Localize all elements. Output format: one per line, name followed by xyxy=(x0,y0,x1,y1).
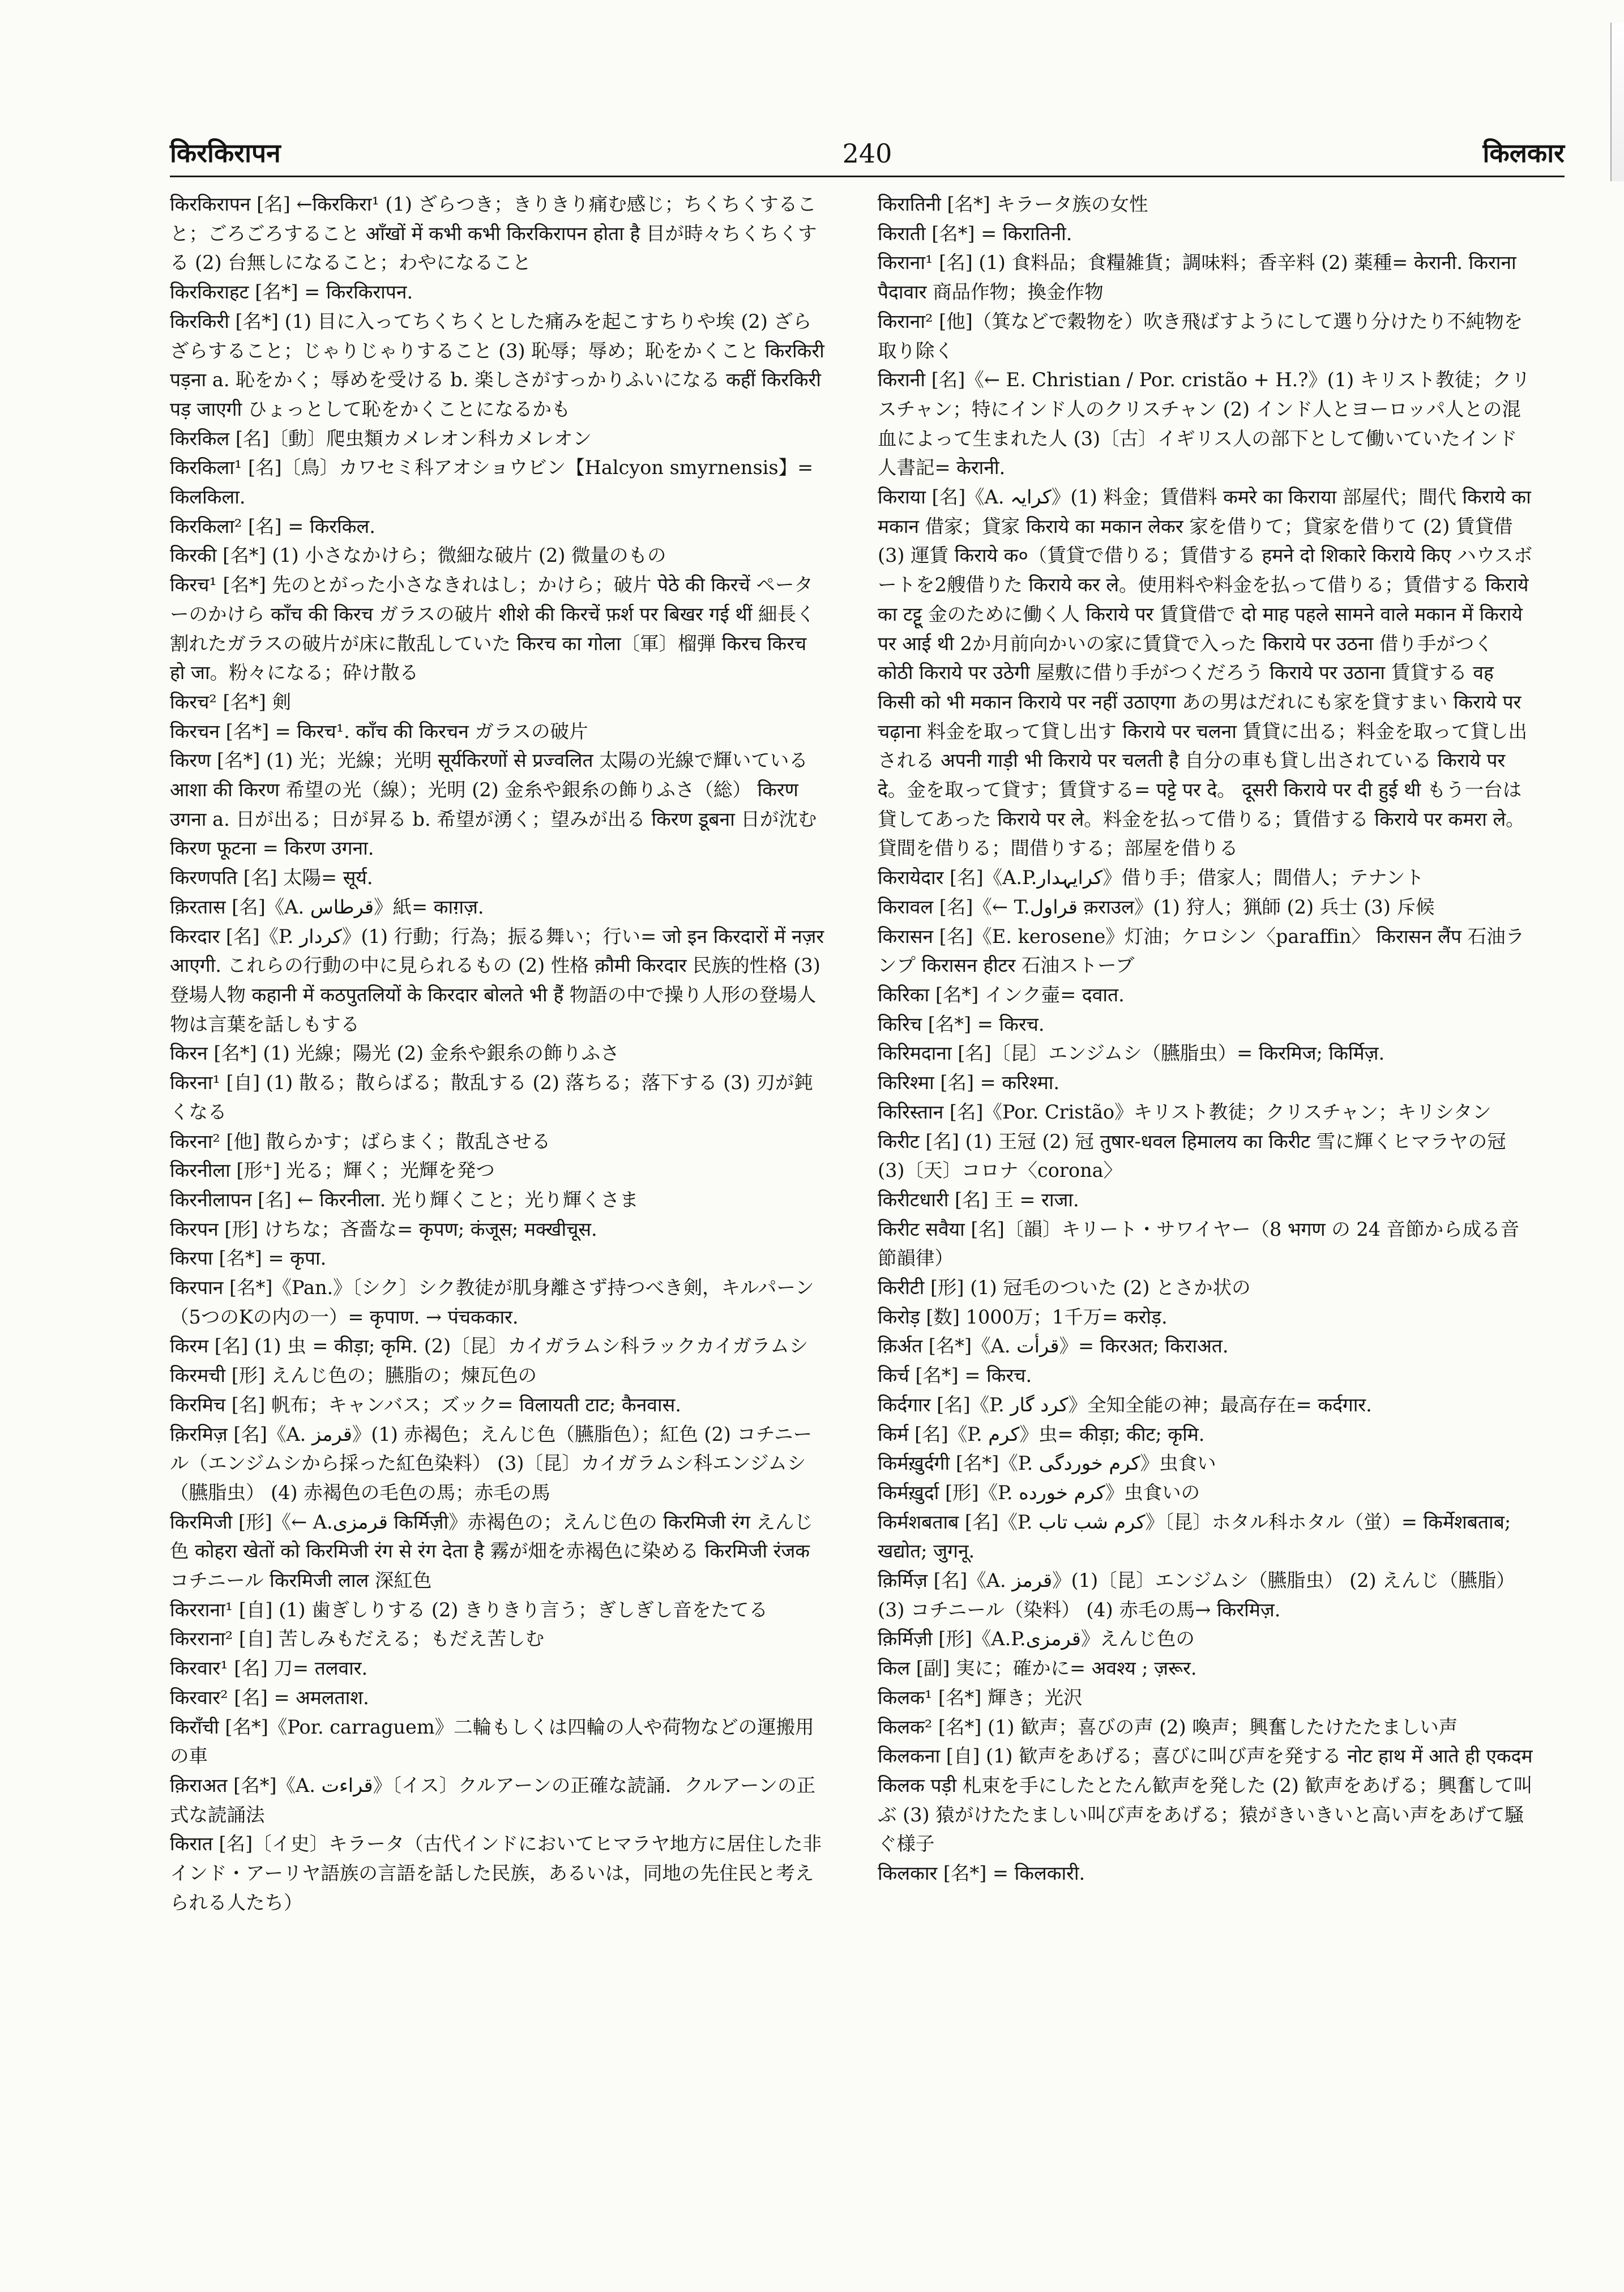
dictionary-entry: किरच² [名*] 剣 xyxy=(170,690,291,713)
dictionary-entry: किरकिल [名]〔動〕爬虫類カメレオン科カメレオン xyxy=(170,427,592,450)
dictionary-entry: किरण [名*] (1) 光；光線；光明 सूर्यकिरणों से प्रज्वलित 太陽の光線で輝いている आशा की किरण 希望の光（線）；光明 (2) 金糸や銀糸の飾りふさ（総） किरण उगना a. 日が出る；日が昇る b. 希望が湧く；望みが出る किरण डूबना 日が沈む किरण फूटना = किरण उगना. xyxy=(170,749,817,860)
dictionary-entry: किरपन [形] けちな；吝嗇な= कृपण; कंजूस; मक्खीचूस. xyxy=(170,1218,597,1240)
dictionary-entry: किरकिला¹ [名]〔鳥〕カワセミ科アオショウビン【Halcyon smyrnensis】= किलकिला. xyxy=(170,456,814,509)
dictionary-entry: किरकी [名*] (1) 小さなかけら；微細な破片 (2) 微量のもの xyxy=(170,544,666,567)
dictionary-entry: किरपा [名*] = कृपा. xyxy=(170,1247,327,1270)
dictionary-entry: क़िर्मिज़ [名]《A. قرمز》(1)〔昆〕エンジムシ（臙脂虫） (2) えんじ（臙脂） (3) コチニール（染料） (4) 赤毛の馬→ किरमिज़. xyxy=(878,1569,1515,1621)
dictionary-entry: किर्म [名]《P. کرم》虫= कीड़ा; कीट; कृमि. xyxy=(878,1423,1205,1445)
header-left-guide-word: किरकिरापन xyxy=(170,138,281,168)
dictionary-entry: किरम [名] (1) 虫 = कीड़ा; कृमि. (2)〔昆〕カイガラムシ科ラックカイガラムシ xyxy=(170,1335,809,1358)
dictionary-entry: किरवार² [名] = अमलताश. xyxy=(170,1686,369,1709)
dictionary-entry: क़िराअत [名*]《A. قراءت》〔イス〕クルアーンの正確な読誦．クルアーンの正式な読誦法 xyxy=(170,1774,816,1826)
left-column xyxy=(170,190,827,2251)
page-header xyxy=(170,108,1565,177)
dictionary-entry: किरकिला² [名] = किरकिल. xyxy=(170,515,375,537)
dictionary-entry: किरचन [名*] = किरच¹. काँच की किरचन ガラスの破片 xyxy=(170,720,588,742)
dictionary-entry: किरन [名*] (1) 光線；陽光 (2) 金糸や銀糸の飾りふさ xyxy=(170,1042,619,1065)
page-number: 240 xyxy=(842,138,892,169)
dictionary-entry: किर्मख़ुर्दा [形]《P. کرم خورده》虫食いの xyxy=(878,1481,1200,1504)
dictionary-entry: किरराना¹ [自] (1) 歯ぎしりする (2) きりきり言う；ぎしぎし音をたてる xyxy=(170,1598,768,1621)
dictionary-entry: किरनीलापन [名] ← किरनीला. 光り輝くこと；光り輝くさま xyxy=(170,1188,639,1211)
dictionary-entry: किलकार [名*] = किलकारी. xyxy=(878,1862,1085,1885)
dictionary-entry: किर्मशबताब [名]《P. کرم شب تاب》〔昆〕ホタル科ホタル（蛍）= किर्मेशबताब; खद्योत; जुगनू. xyxy=(878,1510,1511,1563)
dictionary-entry: किराँची [名*]《Por. carraguem》二輪もしくは四輪の人や荷物などの運搬用の車 xyxy=(170,1715,814,1768)
dictionary-entry: किरोड़ [数] 1000万；1千万= करोड़. xyxy=(878,1305,1168,1328)
dictionary-entry: किरिस्तान [名]《Por. Cristão》キリスト教徒；クリスチャン；キリシタン xyxy=(878,1100,1491,1123)
dictionary-entry: किरातिनी [名*] キラータ族の女性 xyxy=(878,193,1148,215)
dictionary-entry: किल [副] 実に；確かに= अवश्य ; ज़रूर. xyxy=(878,1657,1197,1680)
page-edge-mark xyxy=(1610,23,1624,181)
dictionary-entry: किरपान [名*]《Pan.》〔シク〕シク教徒が肌身離さず持つべき剣，キルパーン（5つのKの内の一）= कृपाण. → पंचककार. xyxy=(170,1277,814,1328)
dictionary-entry: किराना¹ [名] (1) 食料品；食糧雑貨；調味料；香辛料 (2) 薬種= केरानी. किराना पैदावार 商品作物；換金作物 xyxy=(878,251,1516,304)
dictionary-entry: किरमची [形] えんじ色の；臙脂の；煉瓦色の xyxy=(170,1364,537,1387)
dictionary-entry: किराना² [他]（箕などで穀物を）吹き飛ばすようにして選り分けたり不純物を取り除く xyxy=(878,310,1523,362)
dictionary-entry: किलक¹ [名*] 輝き；光沢 xyxy=(878,1686,1083,1709)
dictionary-entry: किरिश्मा [名] = करिश्मा. xyxy=(878,1072,1060,1094)
dictionary-entry: किरच¹ [名*] 先のとがった小さなきれはし；かけら；破片 पेठे की किरचें ペーターのかけら काँच की किरच ガラスの破片 शीशे की किरचें फ़र्श पर बिखर गई थीं 細長く割れたガラスの破片が床に散乱していた किरच का गोला〔軍〕榴弾 किरच किरच हो जा。粉々になる；砕け散る xyxy=(170,574,815,684)
dictionary-entry: किरीट [名] (1) 王冠 (2) 冠 तुषार-धवल हिमालय का किरीट 雪に輝くヒマラヤの冠 (3)〔天〕コロナ〈corona〉 xyxy=(878,1130,1506,1182)
dictionary-entry: किरासन [名]《E. kerosene》灯油；ケロシン〈paraffin〉 किरासन लैंप 石油ランプ किरासन हीटर 石油ストーブ xyxy=(878,925,1525,977)
dictionary-entry: किलकना [自] (1) 歓声をあげる；喜びに叫び声を発する नोट हाथ में आते ही एकदम किलक पड़ी 札束を手にしたとたん歓声を発した (2) 歓声をあげる；興奮して叫ぶ (3) 猿がけたたましい叫び声をあげる；猿がきいきいと高い声をあげて騒ぐ様子 xyxy=(878,1745,1533,1855)
dictionary-entry: क़िरमिज़ [名]《A. قرمز》(1) 赤褐色；えんじ色（臙脂色）；紅色 (2) コチニール（エンジムシから採った紅色染料） (3)〔昆〕カイガラムシ科エンジムシ（臙脂虫） (4) 赤褐色の毛色の馬；赤毛の馬 xyxy=(170,1423,813,1504)
dictionary-entry: किराती [名*] = किरातिनी. xyxy=(878,222,1072,245)
dictionary-entry: किरानी [名]《← E. Christian / Por. cristão + H.?》(1) キリスト教徒；クリスチャン；特にインド人のクリスチャン (2) インド人とヨーロッパ人との混血によって生まれた人 (3)〔古〕イギリス人の部下として働いていたインド人書記= केरानी. xyxy=(878,369,1531,479)
dictionary-entry: क़िर्अत [名*]《A. قرأت》= किरअत; किराअत. xyxy=(878,1335,1229,1358)
dictionary-entry: क़िर्मिज़ी [形]《A.P.قرمزی》えんじ色の xyxy=(878,1628,1195,1650)
dictionary-entry: किरराना² [自] 苦しみもだえる；もだえ苦しむ xyxy=(170,1628,545,1650)
dictionary-entry: किरनीला [形⁺] 光る；輝く；光輝を発つ xyxy=(170,1159,495,1182)
dictionary-entry: किरीट सवैया [名]〔韻〕キリート・サワイヤー（8 भगण の 24 音節から成る音節韻律） xyxy=(878,1218,1520,1270)
dictionary-entry: किरिमदाना [名]〔昆〕エンジムシ（臙脂虫）= किरमिज; किर्मिज़. xyxy=(878,1042,1385,1065)
dictionary-entry: किरना¹ [自] (1) 散る；散らばる；散乱する (2) 落ちる；落下する (3) 刃が鈍くなる xyxy=(170,1072,813,1123)
dictionary-entry: किरकिरापन [名] ←किरकिरा¹ (1) ざらつき；きりきり痛む感じ；ちくちくすること；ごろごろすること आँखों में कभी कभी किरकिरापन होता है 目が時々ちくちくする (2) 台無しになること；わやになること xyxy=(170,193,817,274)
dictionary-entry: किरना² [他] 散らかす；ばらまく；散乱させる xyxy=(170,1130,551,1153)
right-column xyxy=(878,190,1535,2251)
dictionary-entry: किरकिरी [名*] (1) 目に入ってちくちくとした痛みを起こすちりや埃 (2) ざらざらすること；じゃりじゃりすること (3) 恥辱；辱め；恥をかくこと किरकिरी पड़ना a. 恥をかく；辱めを受ける b. 楽しさがすっかりふいになる कहीं किरकिरी पड़ जाएगी ひょっとして恥をかくことになるかも xyxy=(170,310,824,420)
dictionary-entry: किरकिराहट [名*] = किरकिरापन. xyxy=(170,281,413,304)
dictionary-entry: क़िरतास [名]《A. قرطاس》紙= काग़ज़. xyxy=(170,895,484,918)
dictionary-entry: किरणपति [名] 太陽= सूर्य. xyxy=(170,867,373,889)
dictionary-entry: किरावल [名]《← T.قراول क़राउल》(1) 狩人；猟師 (2) 兵士 (3) 斥候 xyxy=(878,895,1435,918)
dictionary-entry: किर्च [名*] = किरच. xyxy=(878,1364,1032,1387)
dictionary-entry: किरवार¹ [名] 刀= तलवार. xyxy=(170,1657,368,1680)
dictionary-entry: किरमिजी [形]《← A.قرمزی किर्मिज़ी》赤褐色の；えんじ色の किरमिजी रंग えんじ色 कोहरा खेतों को किरमिजी रंग से रंग देता है 霧が畑を赤褐色に染める किरमिजी रंजक コチニール किरमिजी लाल 深紅色 xyxy=(170,1510,814,1592)
header-right-guide-word: किलकार xyxy=(1482,138,1565,168)
dictionary-entry: किरात [名]〔イ史〕キラータ（古代インドにおいてヒマラヤ地方に居住した非インド・アーリヤ語族の言語を話した民族，あるいは，同地の先住民と考えられる人たち） xyxy=(170,1833,822,1914)
dictionary-entry: किर्दगार [名]《P. کرد گار》全知全能の神；最高存在= कर्दगार. xyxy=(878,1393,1372,1416)
dictionary-entry: किरिका [名*] インク壷= दवात. xyxy=(878,983,1125,1006)
dictionary-entry: किर्मख़ुर्दगी [名*]《P. کرم خوردگی》虫食い xyxy=(878,1452,1216,1475)
dictionary-entry: किराया [名]《A. کرایہ》(1) 料金；賃借料 कमरे का किराया 部屋代；間代 किराये का मकान 借家；貸家 किराये का मकान लेकर 家を借りて；貸家を借りて (2) 賃貸借 (3) 運賃 किराये क०（賃貸で借りる；賃借する हमने दो शिकारे किराये किए ハウスボートを2艘借りた किराये कर ले。使用料や料金を払って借りる；賃借する किराये का टट्टू 金のために働く人 किराये पर 賃貸借で दो माह पहले सामने वाले मकान में किराये पर आई थी 2か月前向かいの家に賃貸で入った किराये पर उठना 借り手がつく कोठी किराये पर उठेगी 屋敷に借り手がつくだろう किराये पर उठाना 賃貸する वह किसी को भी मकान किराये पर नहीं उठाएगा あの男はだれにも家を貸すまい किराये पर चढ़ाना 料金を取って貸し出す किराये पर चलना 賃貸に出る；料金を取って貸し出される अपनी गाड़ी भी किराये पर चलती है 自分の車も貸し出されている किराये पर दे。金を取って貸す；賃貸する= पट्टे पर दे。 दूसरी किराये पर दी हुई थी もう一台は貸してあった किराये पर ले。料金を払って借りる；賃借する किराये पर कमरा ले。貸間を借りる；間借りする；部屋を借りる xyxy=(878,486,1533,860)
dictionary-entry: किलक² [名*] (1) 歓声；喜びの声 (2) 喚声；興奮したけたたましい声 xyxy=(878,1715,1458,1738)
dictionary-entry: किरिच [名*] = किरच. xyxy=(878,1013,1045,1035)
dictionary-entry: किरदार [名]《P. کردار》(1) 行動；行為；振る舞い；行い= जो इन किरदारों में नज़र आएगी. これらの行動の中に見られるもの (2) 性格 क़ौमी किरदार 民族的性格 (3) 登場人物 कहानी में कठपुतलियों के किरदार बोलते भी हैं 物語の中で操り人形の登場人物は言葉を話しもする xyxy=(170,925,824,1035)
dictionary-entry: किरीटी [形] (1) 冠毛のついた (2) とさか状の xyxy=(878,1277,1251,1299)
dictionary-entry: किरीटधारी [名] 王 = राजा. xyxy=(878,1188,1079,1211)
dictionary-entry: किरमिच [名] 帆布；キャンバス；ズック= विलायती टाट; कैनवास. xyxy=(170,1393,681,1416)
dictionary-entry: किरायेदार [名]《A.P.کرایہدار》借り手；借家人；間借人；テナント xyxy=(878,867,1425,889)
